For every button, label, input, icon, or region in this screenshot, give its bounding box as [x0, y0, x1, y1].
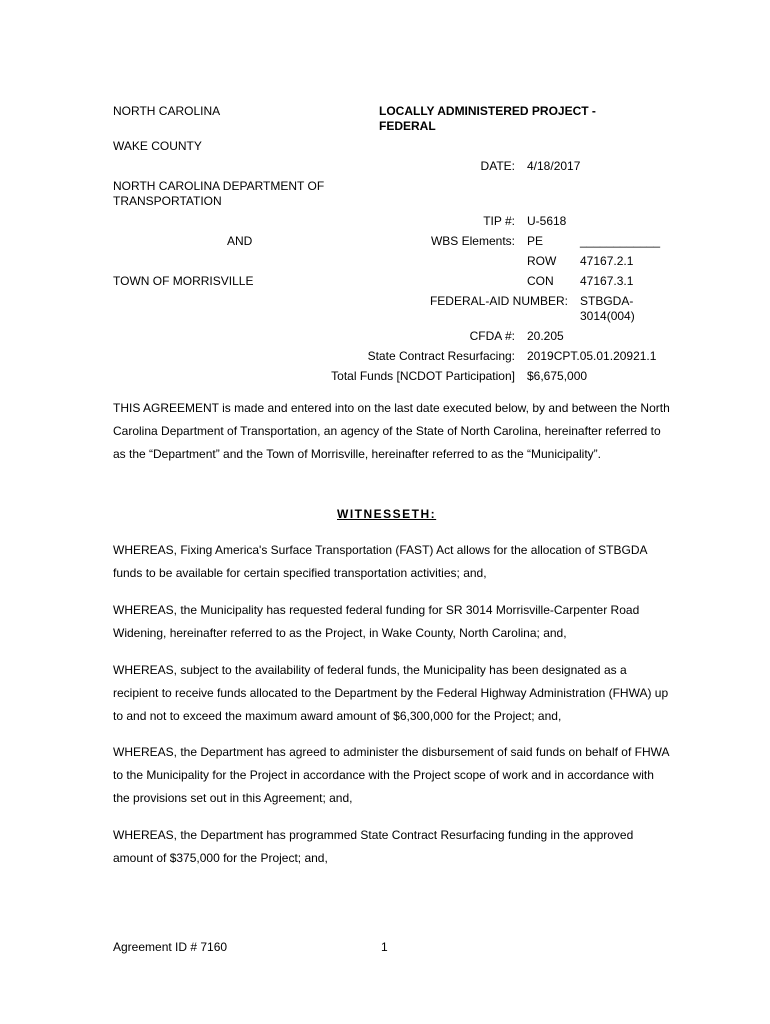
total-funds-label: Total Funds [NCDOT Participation]: [331, 369, 515, 383]
county-name: WAKE COUNTY: [113, 139, 202, 153]
whereas-paragraph: WHEREAS, subject to the availability of federal funds, the Municipality has been designated as a recipient to receive funds allocated to the Department by the Federal Highway Administration (FHWA) up to and not to exceed the maximum award amount of $6,300,000 for the Project; and,: [113, 663, 669, 723]
total-funds-value: $6,675,000: [527, 369, 588, 383]
town-name: TOWN OF MORRISVILLE: [113, 274, 254, 288]
wbs-value-con: 47167.3.1: [580, 274, 634, 288]
tip-value: U-5618: [527, 214, 567, 228]
wbs-label: WBS Elements:: [430, 234, 515, 248]
project-title-line1: LOCALLY ADMINISTERED PROJECT -: [379, 104, 596, 118]
and-label: AND: [227, 234, 253, 248]
state-contract-value: 2019CPT.05.01.20921.1: [527, 349, 657, 363]
cfda-value: 20.205: [527, 329, 564, 343]
wbs-value-row: 47167.2.1: [580, 254, 634, 268]
wbs-code-row: ROW: [527, 254, 557, 268]
wbs-code-pe: PE: [527, 234, 544, 248]
wbs-code-con: CON: [527, 274, 554, 288]
cfda-label: CFDA #:: [469, 329, 515, 343]
page-number: 1: [381, 940, 388, 954]
whereas-paragraph: WHEREAS, the Department has programmed State Contract Resurfacing funding in the approved amount of $375,000 for the Project; and,: [113, 828, 634, 865]
project-title-line2: FEDERAL: [379, 119, 436, 133]
whereas-paragraph: WHEREAS, Fixing America's Surface Transportation (FAST) Act allows for the allocation of STBGDA funds to be available for certain specified transportation activities; and,: [113, 543, 647, 580]
federal-aid-value-line1: STBGDA-: [580, 294, 634, 308]
date-value: 4/18/2017: [527, 159, 581, 173]
witnesseth-heading: WITNESSETH:: [337, 507, 437, 521]
department-name-line1: NORTH CAROLINA DEPARTMENT OF: [113, 179, 325, 193]
intro-paragraph: THIS AGREEMENT is made and entered into on the last date executed below, by and between the North Carolina Department of Transportation, an agency of the State of North Carolina, hereinafter referred to as the “Department” and the Town of Morrisville, hereinafter referred to as the “Municipality”.: [113, 401, 670, 461]
state-name: NORTH CAROLINA: [113, 104, 221, 118]
department-name-line2: TRANSPORTATION: [113, 194, 222, 208]
whereas-paragraph: WHEREAS, the Municipality has requested federal funding for SR 3014 Morrisville-Carpenter Road Widening, hereinafter referred to as the Project, in Wake County, North Carolina; and,: [113, 603, 640, 640]
whereas-paragraph: WHEREAS, the Department has agreed to administer the disbursement of said funds on behalf of FHWA to the Municipality for the Project in accordance with the Project scope of work and in accordance with the provisions set out in this Agreement; and,: [113, 745, 669, 805]
agreement-id: Agreement ID # 7160: [113, 940, 228, 954]
tip-label: TIP #:: [483, 214, 515, 228]
date-label: DATE:: [480, 159, 515, 173]
state-contract-label: State Contract Resurfacing:: [367, 349, 515, 363]
wbs-value-pe: ____________: [580, 234, 661, 248]
federal-aid-value-line2: 3014(004): [580, 309, 635, 323]
federal-aid-label: FEDERAL-AID NUMBER:: [429, 294, 568, 308]
